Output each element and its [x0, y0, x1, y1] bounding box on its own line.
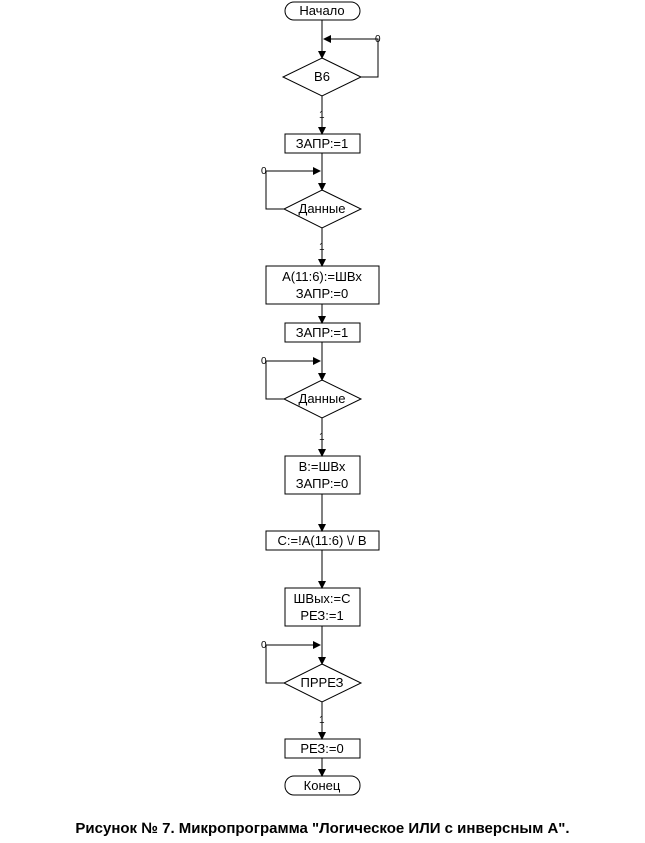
b6-one-label: 1 — [319, 110, 325, 121]
prez-label: ПРРЕЗ — [300, 675, 344, 690]
prez-zero-label: 0 — [261, 640, 267, 651]
load-a-line-2: ЗАПР:=0 — [295, 286, 349, 301]
output-line-2: РЕЗ:=1 — [300, 608, 344, 623]
data-2-one-label: 1 — [319, 432, 325, 443]
load-b-line-1: B:=ШВх — [298, 459, 346, 474]
start-label: Начало — [299, 3, 345, 18]
figure-caption: Рисунок № 7. Микропрограмма "Логическое ИЛИ с инверсным А". — [75, 820, 570, 837]
data-1-zero-label: 0 — [261, 166, 267, 177]
set-req-2-label: ЗАПР:=1 — [295, 325, 349, 340]
load-b-line-2: ЗАПР:=0 — [295, 476, 349, 491]
prez-one-label: 1 — [319, 715, 325, 726]
data-1-label: Данные — [298, 201, 346, 216]
data-2-label: Данные — [298, 391, 346, 406]
end-label: Конец — [303, 778, 341, 793]
b6-label: В6 — [314, 69, 330, 84]
reset-rez-label: РЕЗ:=0 — [300, 741, 344, 756]
load-a-line-1: A(11:6):=ШВх — [282, 269, 362, 284]
compute-c-label: C:=!A(11:6) \/ B — [277, 533, 367, 548]
data-1-one-label: 1 — [319, 242, 325, 253]
data-2-zero-label: 0 — [261, 356, 267, 367]
set-req-1-label: ЗАПР:=1 — [295, 136, 349, 151]
b6-zero-label: 0 — [375, 34, 381, 45]
output-line-1: ШВых:=C — [293, 591, 351, 606]
